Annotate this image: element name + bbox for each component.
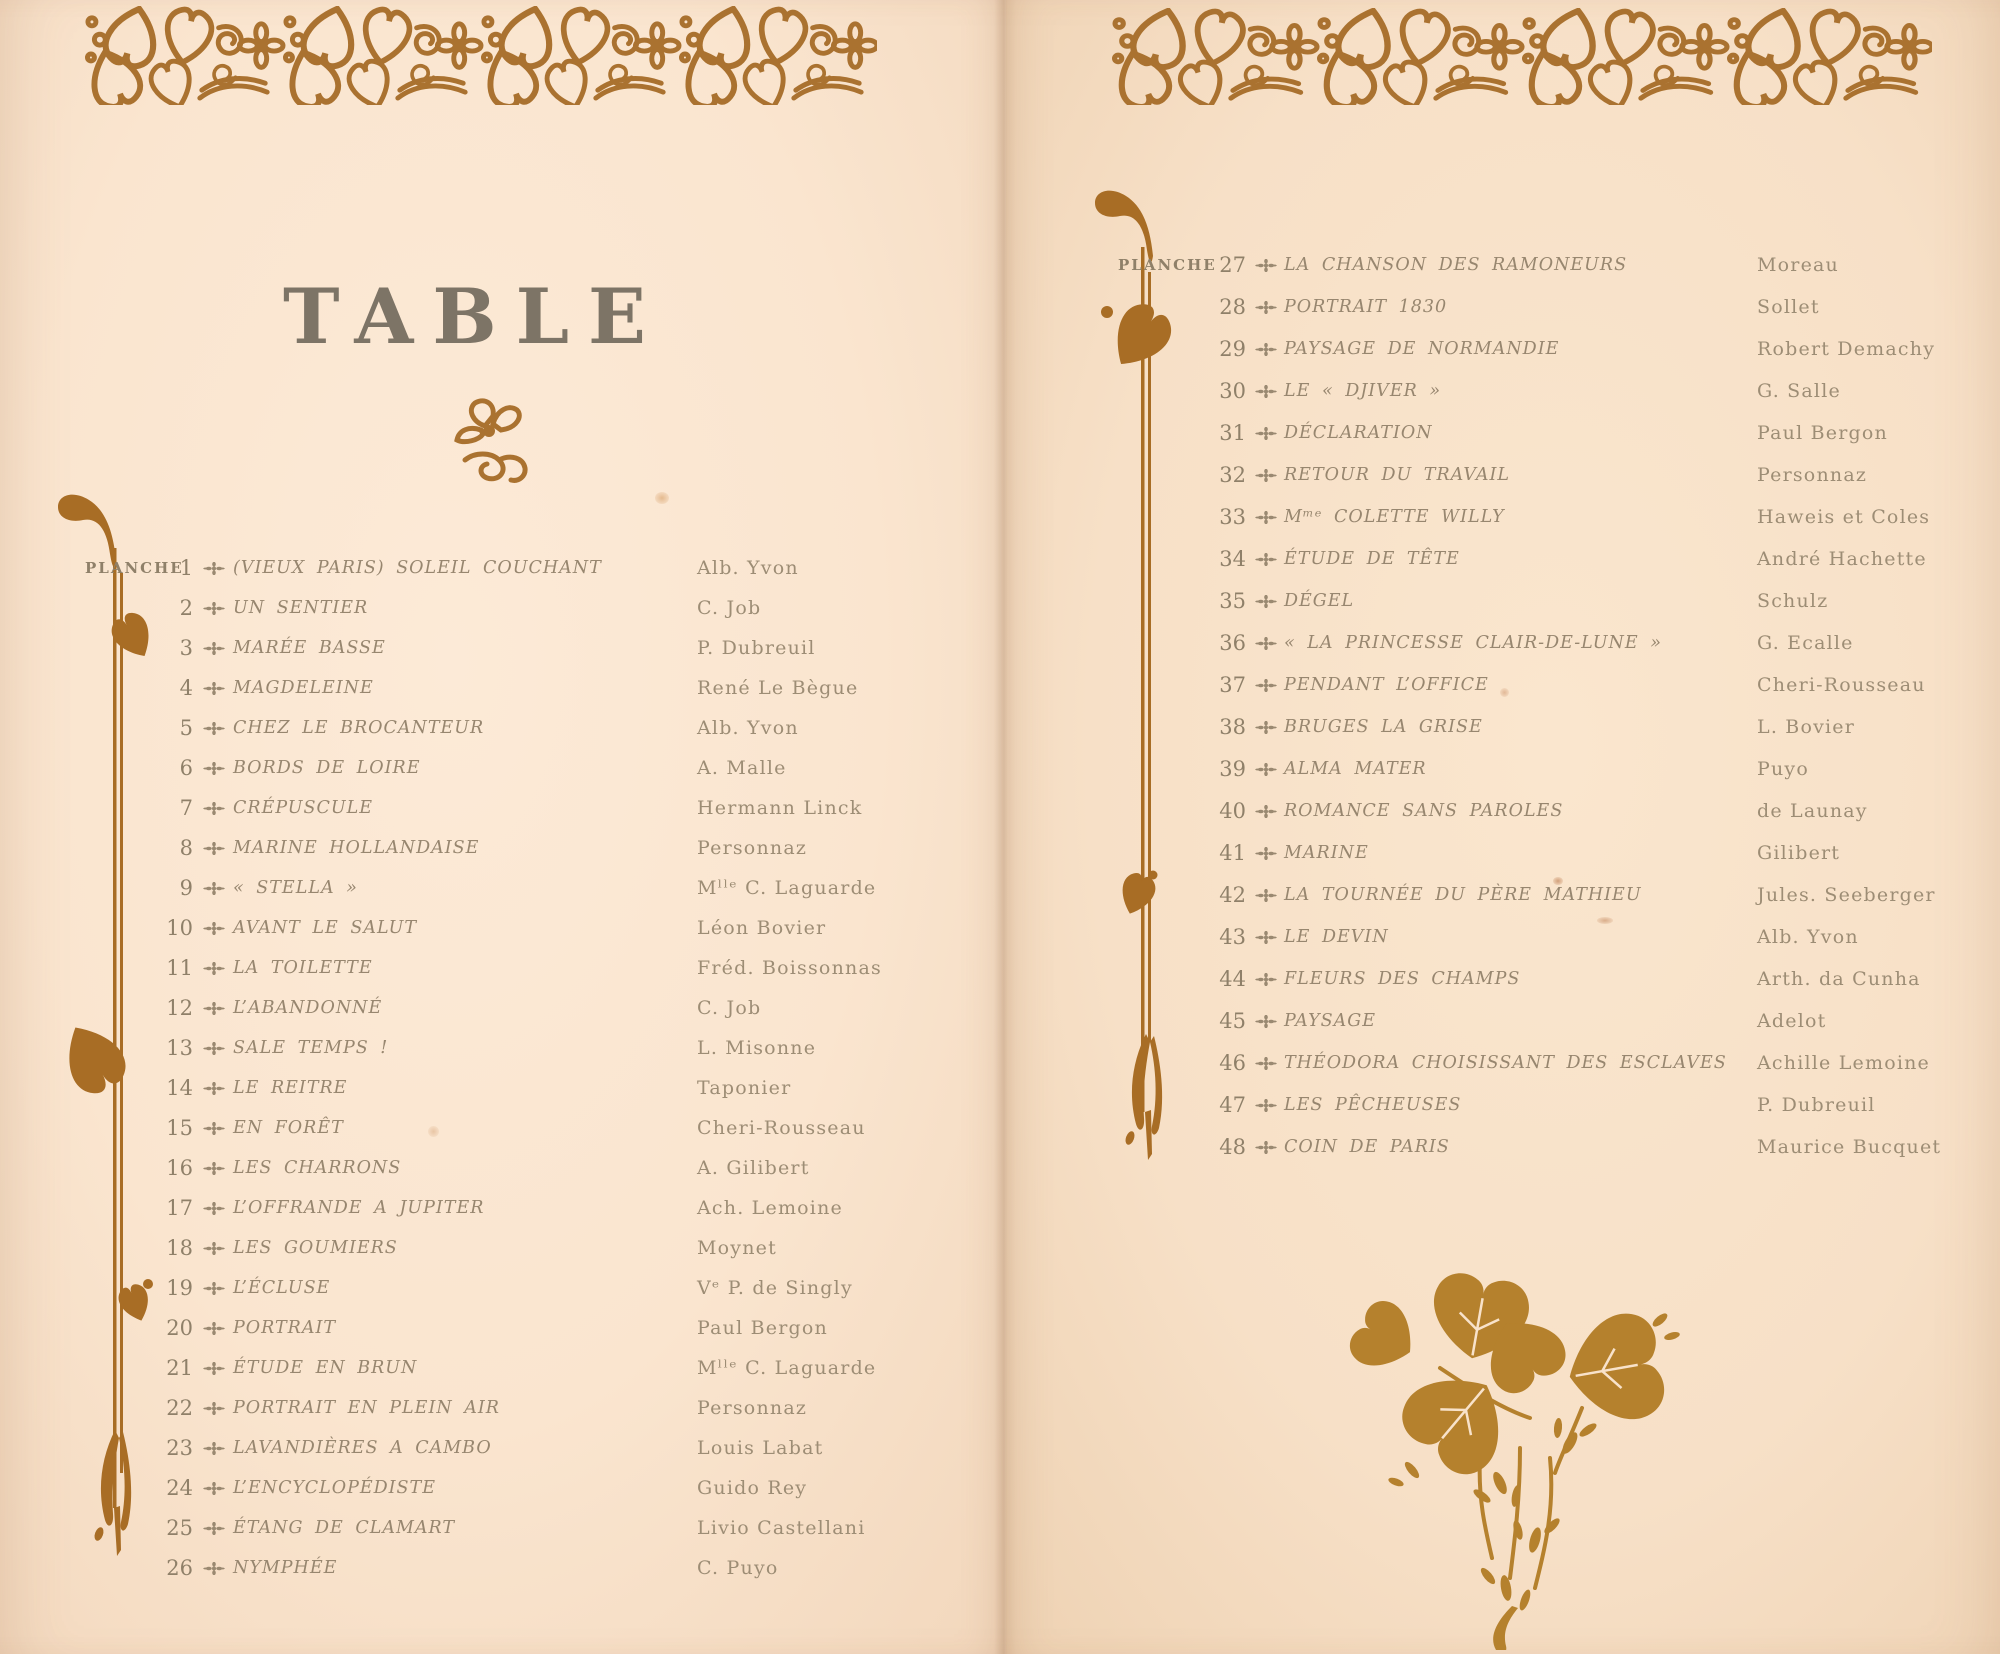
table-row bbox=[85, 548, 965, 588]
plate-title: COIN DE PARIS bbox=[1284, 1137, 1450, 1157]
plate-title: SALE TEMPS ! bbox=[233, 1038, 389, 1058]
plate-author: Ach. Lemoine bbox=[697, 1197, 843, 1219]
plate-title: PAYSAGE bbox=[1284, 1011, 1377, 1031]
plate-title: PORTRAIT bbox=[233, 1318, 337, 1338]
plate-title: MARINE HOLLANDAISE bbox=[233, 838, 480, 858]
plate-author: Paul Bergon bbox=[1757, 422, 1888, 444]
plate-author: G. Ecalle bbox=[1757, 632, 1854, 654]
top-border-ornament-left bbox=[85, 6, 877, 105]
table-row bbox=[1118, 370, 1988, 412]
plate-author: Achille Lemoine bbox=[1757, 1052, 1930, 1074]
table-row bbox=[1118, 832, 1988, 874]
fleuron-icon bbox=[195, 682, 233, 695]
plate-author: Livio Castellani bbox=[697, 1517, 866, 1539]
plate-number: 46 bbox=[1219, 1051, 1246, 1075]
table-row bbox=[85, 908, 965, 948]
plate-number: 34 bbox=[1219, 547, 1246, 571]
fleuron-icon bbox=[195, 1042, 233, 1055]
paper-stain bbox=[1500, 688, 1509, 697]
plate-author: Vᵉ P. de Singly bbox=[697, 1277, 853, 1299]
plate-author: P. Dubreuil bbox=[697, 637, 816, 659]
plate-number: 28 bbox=[1219, 295, 1246, 319]
fleuron-icon bbox=[1248, 1141, 1284, 1154]
plate-author: Sollet bbox=[1757, 296, 1820, 318]
table-row bbox=[85, 628, 965, 668]
table-row bbox=[1118, 1126, 1988, 1168]
plate-author: Maurice Bucquet bbox=[1757, 1136, 1942, 1158]
fleuron-icon bbox=[1248, 805, 1284, 818]
plate-author: Louis Labat bbox=[697, 1437, 824, 1459]
plate-author: L. Misonne bbox=[697, 1037, 817, 1059]
table-row bbox=[85, 868, 965, 908]
fleuron-icon bbox=[1248, 763, 1284, 776]
plate-title: PORTRAIT EN PLEIN AIR bbox=[233, 1398, 500, 1418]
table-row bbox=[1118, 454, 1988, 496]
plate-number: 4 bbox=[179, 676, 193, 700]
plate-number: 33 bbox=[1219, 505, 1246, 529]
fleuron-icon bbox=[195, 1522, 233, 1535]
fleuron-icon bbox=[195, 1402, 233, 1415]
table-row bbox=[85, 1548, 965, 1588]
fleuron-icon bbox=[195, 1322, 233, 1335]
plate-author: Mˡˡᵉ C. Laguarde bbox=[697, 1357, 877, 1379]
plate-author: Puyo bbox=[1757, 758, 1809, 780]
bouquet-ornament bbox=[1320, 1258, 1720, 1650]
fleuron-icon bbox=[1248, 679, 1284, 692]
plate-author: Mˡˡᵉ C. Laguarde bbox=[697, 877, 877, 899]
fleuron-icon bbox=[195, 722, 233, 735]
plate-title: ALMA MATER bbox=[1284, 759, 1427, 779]
plate-number: 35 bbox=[1219, 589, 1246, 613]
table-row bbox=[85, 1108, 965, 1148]
plate-title: DÉCLARATION bbox=[1284, 423, 1433, 443]
table-row bbox=[1118, 706, 1988, 748]
paper-stain bbox=[655, 492, 669, 504]
plate-author: de Launay bbox=[1757, 800, 1868, 822]
fleuron-icon bbox=[195, 882, 233, 895]
plate-author: L. Bovier bbox=[1757, 716, 1856, 738]
table-row bbox=[85, 948, 965, 988]
fleuron-icon bbox=[1248, 637, 1284, 650]
table-row bbox=[85, 1188, 965, 1228]
plate-number: 11 bbox=[166, 956, 193, 980]
fleuron-icon bbox=[195, 642, 233, 655]
plate-author: G. Salle bbox=[1757, 380, 1841, 402]
plate-number: 21 bbox=[166, 1356, 193, 1380]
table-row bbox=[85, 1468, 965, 1508]
plate-number: 23 bbox=[166, 1436, 193, 1460]
plate-author: Moynet bbox=[697, 1237, 777, 1259]
plate-author: Adelot bbox=[1757, 1010, 1827, 1032]
plate-number: 12 bbox=[166, 996, 193, 1020]
fleuron-icon bbox=[195, 1162, 233, 1175]
plate-author: Cheri-Rousseau bbox=[1757, 674, 1926, 696]
plate-author: Taponier bbox=[697, 1077, 792, 1099]
plate-number: 13 bbox=[166, 1036, 193, 1060]
table-row bbox=[85, 588, 965, 628]
fleuron-icon bbox=[195, 562, 233, 575]
fleuron-icon bbox=[1248, 973, 1284, 986]
table-row bbox=[85, 1348, 965, 1388]
plate-title: « STELLA » bbox=[233, 878, 358, 898]
plate-title: CHEZ LE BROCANTEUR bbox=[233, 718, 485, 738]
plate-author: Hermann Linck bbox=[697, 797, 863, 819]
plate-author: Cheri-Rousseau bbox=[697, 1117, 866, 1139]
plate-author: A. Malle bbox=[697, 757, 787, 779]
plate-title: ROMANCE SANS PAROLES bbox=[1284, 801, 1564, 821]
plate-author: Personnaz bbox=[697, 837, 808, 859]
plate-title: PAYSAGE DE NORMANDIE bbox=[1284, 339, 1560, 359]
fleuron-icon bbox=[195, 1202, 233, 1215]
plate-title: BRUGES LA GRISE bbox=[1284, 717, 1483, 737]
planche-label: PLANCHE bbox=[85, 559, 184, 577]
plate-list-right bbox=[1118, 244, 1988, 1168]
table-row bbox=[1118, 1084, 1988, 1126]
plate-number: 47 bbox=[1219, 1093, 1246, 1117]
plate-number: 40 bbox=[1219, 799, 1246, 823]
fleuron-icon bbox=[1248, 469, 1284, 482]
table-row bbox=[85, 1388, 965, 1428]
plate-number: 7 bbox=[179, 796, 193, 820]
plate-title: « LA PRINCESSE CLAIR-DE-LUNE » bbox=[1284, 633, 1662, 653]
plate-list-left bbox=[85, 548, 965, 1588]
fleuron-icon bbox=[1248, 847, 1284, 860]
plate-number: 42 bbox=[1219, 883, 1246, 907]
table-row bbox=[85, 1308, 965, 1348]
plate-title: EN FORÊT bbox=[233, 1118, 344, 1138]
plate-number: 27 bbox=[1219, 253, 1246, 277]
plate-title: ÉTANG DE CLAMART bbox=[233, 1518, 456, 1538]
table-row bbox=[85, 1508, 965, 1548]
fleuron-icon bbox=[195, 1002, 233, 1015]
table-row bbox=[1118, 1000, 1988, 1042]
plate-number: 45 bbox=[1219, 1009, 1246, 1033]
fleuron-icon bbox=[1248, 385, 1284, 398]
plate-number: 39 bbox=[1219, 757, 1246, 781]
plate-title: BORDS DE LOIRE bbox=[233, 758, 421, 778]
fleuron-icon bbox=[195, 962, 233, 975]
plate-author: Arth. da Cunha bbox=[1757, 968, 1921, 990]
plate-title: UN SENTIER bbox=[233, 598, 369, 618]
plate-number: 15 bbox=[166, 1116, 193, 1140]
plate-title: (VIEUX PARIS) SOLEIL COUCHANT bbox=[233, 558, 602, 578]
plate-title: NYMPHÉE bbox=[233, 1558, 338, 1578]
plate-author: Moreau bbox=[1757, 254, 1839, 276]
plate-author: René Le Bègue bbox=[697, 677, 859, 699]
plate-title: LES GOUMIERS bbox=[233, 1238, 398, 1258]
fleuron-icon bbox=[1248, 595, 1284, 608]
plate-title: LAVANDIÈRES A CAMBO bbox=[233, 1438, 492, 1458]
plate-author: Paul Bergon bbox=[697, 1317, 828, 1339]
table-row bbox=[85, 1428, 965, 1468]
table-row bbox=[85, 1068, 965, 1108]
plate-author: Léon Bovier bbox=[697, 917, 827, 939]
table-row bbox=[85, 1148, 965, 1188]
plate-title: AVANT LE SALUT bbox=[233, 918, 418, 938]
plate-title: L’ENCYCLOPÉDISTE bbox=[233, 1478, 436, 1498]
plate-title: LES PÊCHEUSES bbox=[1284, 1095, 1462, 1115]
plate-title: MARÉE BASSE bbox=[233, 638, 386, 658]
plate-author: Gilibert bbox=[1757, 842, 1841, 864]
fleuron-icon bbox=[195, 762, 233, 775]
fleuron-icon bbox=[195, 1562, 233, 1575]
paper-stain bbox=[1553, 877, 1563, 885]
plate-number: 18 bbox=[166, 1236, 193, 1260]
plate-author: Personnaz bbox=[1757, 464, 1868, 486]
fleuron-icon bbox=[195, 1482, 233, 1495]
fleuron-icon bbox=[195, 842, 233, 855]
plate-number: 16 bbox=[166, 1156, 193, 1180]
plate-title: PENDANT L’OFFICE bbox=[1284, 675, 1489, 695]
fleuron-icon bbox=[1248, 553, 1284, 566]
table-row bbox=[85, 708, 965, 748]
plate-title: LA TOURNÉE DU PÈRE MATHIEU bbox=[1284, 885, 1642, 905]
planche-label: PLANCHE bbox=[1118, 256, 1217, 274]
plate-title: DÉGEL bbox=[1284, 591, 1355, 611]
paper-stain bbox=[1597, 917, 1613, 924]
plate-author: Alb. Yvon bbox=[697, 717, 799, 739]
plate-title: LA CHANSON DES RAMONEURS bbox=[1284, 255, 1628, 275]
table-row bbox=[85, 668, 965, 708]
plate-author: C. Job bbox=[697, 997, 762, 1019]
table-row bbox=[1118, 958, 1988, 1000]
table-row bbox=[1118, 748, 1988, 790]
plate-author: Personnaz bbox=[697, 1397, 808, 1419]
plate-number: 26 bbox=[166, 1556, 193, 1580]
plate-title: ÉTUDE EN BRUN bbox=[233, 1358, 418, 1378]
plate-author: André Hachette bbox=[1757, 548, 1927, 570]
plate-title: Mᵐᵉ COLETTE WILLY bbox=[1284, 507, 1505, 527]
fleuron-icon bbox=[1248, 511, 1284, 524]
plate-number: 32 bbox=[1219, 463, 1246, 487]
table-row bbox=[85, 1028, 965, 1068]
plate-number: 8 bbox=[179, 836, 193, 860]
plate-number: 1 bbox=[179, 556, 193, 580]
table-row bbox=[1118, 622, 1988, 664]
plate-title: L’ABANDONNÉ bbox=[233, 998, 383, 1018]
fleuron-icon bbox=[195, 1242, 233, 1255]
table-row bbox=[1118, 790, 1988, 832]
fleuron-icon bbox=[195, 1282, 233, 1295]
plate-author: A. Gilibert bbox=[697, 1157, 810, 1179]
plate-title: LA TOILETTE bbox=[233, 958, 373, 978]
table-row bbox=[1118, 412, 1988, 454]
fleuron-icon bbox=[1248, 259, 1284, 272]
plate-number: 29 bbox=[1219, 337, 1246, 361]
plate-title: LE REITRE bbox=[233, 1078, 348, 1098]
table-row bbox=[85, 828, 965, 868]
top-border-ornament-right bbox=[1112, 8, 1932, 105]
plate-number: 43 bbox=[1219, 925, 1246, 949]
table-row bbox=[1118, 664, 1988, 706]
fleuron-icon bbox=[195, 1122, 233, 1135]
plate-title: FLEURS DES CHAMPS bbox=[1284, 969, 1521, 989]
page-seam bbox=[994, 0, 1016, 1654]
plate-number: 9 bbox=[179, 876, 193, 900]
plate-title: LE DEVIN bbox=[1284, 927, 1389, 947]
plate-author: Robert Demachy bbox=[1757, 338, 1936, 360]
fleuron-icon bbox=[195, 802, 233, 815]
table-row bbox=[1118, 916, 1988, 958]
fleuron-icon bbox=[195, 922, 233, 935]
table-row bbox=[1118, 244, 1988, 286]
plate-title: PORTRAIT 1830 bbox=[1284, 297, 1448, 317]
fleuron-icon bbox=[1248, 721, 1284, 734]
plate-number: 14 bbox=[166, 1076, 193, 1100]
plate-number: 2 bbox=[179, 596, 193, 620]
plate-author: Alb. Yvon bbox=[697, 557, 799, 579]
fleuron-icon bbox=[1248, 1099, 1284, 1112]
plate-number: 41 bbox=[1219, 841, 1246, 865]
fleuron-icon bbox=[1248, 1015, 1284, 1028]
table-row bbox=[1118, 1042, 1988, 1084]
plate-number: 30 bbox=[1219, 379, 1246, 403]
plate-author: Fréd. Boissonnas bbox=[697, 957, 882, 979]
table-row bbox=[1118, 580, 1988, 622]
fleuron-icon bbox=[1248, 301, 1284, 314]
plate-author: Schulz bbox=[1757, 590, 1829, 612]
plate-title: ÉTUDE DE TÊTE bbox=[1284, 549, 1460, 569]
plate-number: 5 bbox=[179, 716, 193, 740]
plate-author: C. Job bbox=[697, 597, 762, 619]
table-row bbox=[85, 788, 965, 828]
fleuron-icon bbox=[1248, 931, 1284, 944]
plate-title: CRÉPUSCULE bbox=[233, 798, 374, 818]
table-row bbox=[1118, 496, 1988, 538]
fleuron-icon bbox=[1248, 343, 1284, 356]
table-row bbox=[85, 748, 965, 788]
fleuron-icon bbox=[195, 1362, 233, 1375]
paper-stain bbox=[428, 1126, 439, 1137]
plate-number: 38 bbox=[1219, 715, 1246, 739]
plate-title: LES CHARRONS bbox=[233, 1158, 402, 1178]
plate-title: MAGDELEINE bbox=[233, 678, 374, 698]
plate-number: 3 bbox=[179, 636, 193, 660]
plate-title: RETOUR DU TRAVAIL bbox=[1284, 465, 1511, 485]
plate-number: 37 bbox=[1219, 673, 1246, 697]
plate-number: 24 bbox=[166, 1476, 193, 1500]
table-row bbox=[1118, 328, 1988, 370]
plate-number: 44 bbox=[1219, 967, 1246, 991]
plate-number: 31 bbox=[1219, 421, 1246, 445]
plate-number: 10 bbox=[166, 916, 193, 940]
plate-number: 36 bbox=[1219, 631, 1246, 655]
plate-number: 22 bbox=[166, 1396, 193, 1420]
plate-number: 6 bbox=[179, 756, 193, 780]
plate-author: C. Puyo bbox=[697, 1557, 779, 1579]
plate-title: THÉODORA CHOISISSANT DES ESCLAVES bbox=[1284, 1053, 1727, 1073]
plate-number: 48 bbox=[1219, 1135, 1246, 1159]
plate-author: Haweis et Coles bbox=[1757, 506, 1931, 528]
fleuron-icon bbox=[195, 602, 233, 615]
fleuron-icon bbox=[195, 1442, 233, 1455]
fleuron-icon bbox=[1248, 1057, 1284, 1070]
title-flower-sprig-icon bbox=[435, 398, 547, 496]
plate-author: Jules. Seeberger bbox=[1757, 884, 1936, 906]
page-title: TABLE bbox=[283, 272, 665, 361]
table-row bbox=[1118, 538, 1988, 580]
plate-author: Alb. Yvon bbox=[1757, 926, 1859, 948]
fleuron-icon bbox=[1248, 889, 1284, 902]
fleuron-icon bbox=[1248, 427, 1284, 440]
table-row bbox=[85, 1228, 965, 1268]
plate-title: L’OFFRANDE A JUPITER bbox=[233, 1198, 485, 1218]
plate-number: 19 bbox=[166, 1276, 193, 1300]
plate-title: MARINE bbox=[1284, 843, 1369, 863]
table-row bbox=[85, 1268, 965, 1308]
table-row bbox=[85, 988, 965, 1028]
plate-title: LE « DJIVER » bbox=[1284, 381, 1442, 401]
plate-author: P. Dubreuil bbox=[1757, 1094, 1876, 1116]
table-row bbox=[1118, 286, 1988, 328]
plate-number: 17 bbox=[166, 1196, 193, 1220]
plate-title: L’ÉCLUSE bbox=[233, 1278, 331, 1298]
plate-number: 20 bbox=[166, 1316, 193, 1340]
fleuron-icon bbox=[195, 1082, 233, 1095]
plate-number: 25 bbox=[166, 1516, 193, 1540]
plate-author: Guido Rey bbox=[697, 1477, 808, 1499]
